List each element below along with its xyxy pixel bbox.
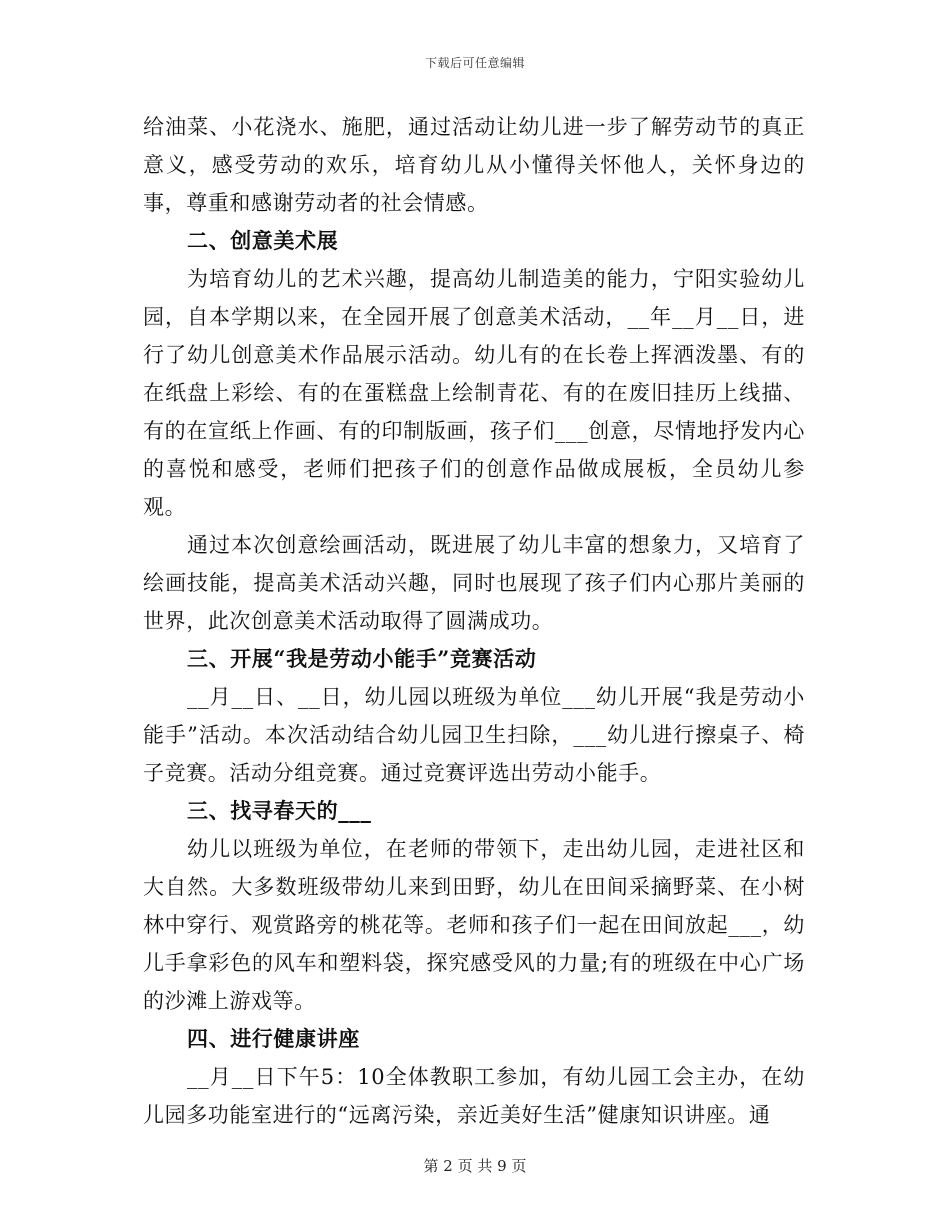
paragraph-labor-contest: __月__日、__日，幼儿园以班级为单位___幼儿开展“我是劳动小能手”活动。本次活动结合幼儿园卫生扫除，___幼儿进行擦桌子、椅子竞赛。活动分组竞赛。通过竞赛评选出劳动小能手。 (143, 685, 805, 785)
paragraph-health-lecture: __月__日下午5：10全体教职工参加，有幼儿园工会主办，在幼儿园多功能室进行的“远离污染，亲近美好生活”健康知识讲座。通 (143, 1065, 805, 1127)
paragraph-spring: 幼儿以班级为单位，在老师的带领下，走出幼儿园，走进社区和大自然。大多数班级带幼儿来到田野，幼儿在田间采摘野菜、在小树林中穿行、观赏路旁的桃花等。老师和孩子们一起在田间放起___，幼儿手拿彩色的风车和塑料袋，探究感受风的力量;有的班级在中心广场的沙滩上游戏等。 (143, 837, 805, 1013)
section-heading-labor-contest: 三、开展“我是劳动小能手”竞赛活动 (187, 646, 537, 671)
section-heading-health-lecture: 四、进行健康讲座 (187, 1026, 360, 1051)
paragraph-art-exhibition: 为培育幼儿的艺术兴趣，提高幼儿制造美的能力，宁阳实验幼儿园，自本学期以来，在全园开展了创意美术活动，__年__月__日，进行了幼儿创意美术作品展示活动。幼儿有的在长卷上挥洒泼墨、有的在纸盘上彩绘、有的在蛋糕盘上绘制青花、有的在废旧挂历上线描、有的在宣纸上作画、有的印制版画，孩子们___创意，尽情地抒发内心的喜悦和感受，老师们把孩子们的创意作品做成展板，全员幼儿参观。 (143, 267, 805, 519)
section-heading-spring: 三、找寻春天的___ (187, 798, 372, 823)
section-heading-art-exhibition: 二、创意美术展 (187, 228, 339, 253)
page-header: 下载后可任意编辑 (424, 56, 525, 70)
page-footer: 第 2 页 共 9 页 (423, 1157, 527, 1175)
document-body (143, 108, 805, 1134)
paragraph-continuation: 给油菜、小花浇水、施肥，通过活动让幼儿进一步了解劳动节的真正意义，感受劳动的欢乐，培育幼儿从小懂得关怀他人，关怀身边的事，尊重和感谢劳动者的社会情感。 (143, 115, 805, 215)
paragraph-art-summary: 通过本次创意绘画活动，既进展了幼儿丰富的想象力，又培育了绘画技能，提高美术活动兴趣，同时也展现了孩子们内心那片美丽的世界，此次创意美术活动取得了圆满成功。 (143, 533, 805, 633)
